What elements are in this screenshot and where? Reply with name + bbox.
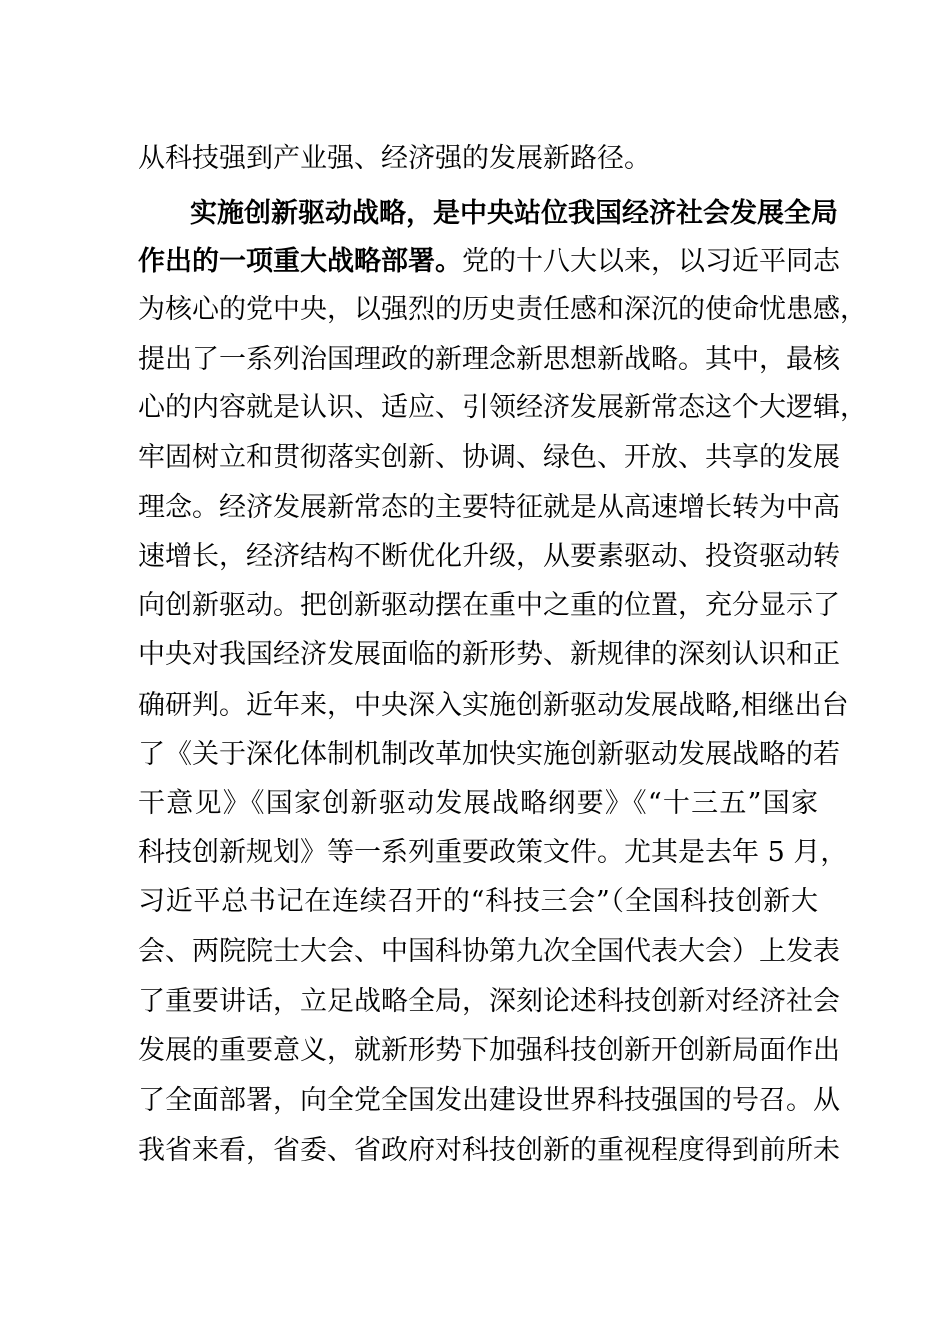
text-segment: 党的十八大以来，以习近平同志 — [462, 246, 840, 277]
text-segment: 速增长，经济结构不断优化升级，从要素驱动、投资驱动转 — [138, 541, 840, 572]
text-line-6 — [138, 386, 867, 430]
text-segment: 向创新驱动。把创新驱动摆在重中之重的位置，充分显示了 — [138, 590, 840, 621]
text-line-17 — [138, 930, 840, 974]
text-line-15 — [138, 831, 848, 875]
text-segment: 确研判。近年来，中央深入实施创新驱动发展战略,相继出台 — [138, 690, 849, 721]
text-segment: 习近平总书记在连续召开的“科技三会”（全国科技创新大 — [138, 886, 818, 917]
text-segment: 会、两院院士大会、中国科协第九次全国代表大会）上发表 — [138, 936, 840, 967]
text-segment: 干意见》《国家创新驱动发展战略纲要》《“十三五”国家 — [138, 788, 818, 819]
text-line-12 — [138, 684, 849, 728]
text-segment: 牢固树立和贯彻落实创新、协调、绿色、开放、共享的发展 — [138, 442, 840, 473]
text-line-2 — [190, 192, 838, 236]
text-line-21 — [138, 1129, 840, 1173]
text-segment: 提出了一系列治国理政的新理念新思想新战略。其中，最核 — [138, 344, 840, 375]
text-line-5 — [138, 338, 840, 382]
bold-heading-segment: 实施创新驱动战略，是中央站位我国经济社会发展全局 — [190, 198, 838, 229]
text-line-20 — [138, 1079, 840, 1123]
text-line-18 — [138, 980, 840, 1024]
text-line-11 — [138, 633, 840, 677]
text-line-14 — [138, 782, 818, 826]
text-line-9 — [138, 535, 840, 579]
text-segment: 发展的重要意义，就新形势下加强科技创新开创新局面作出 — [138, 1035, 840, 1066]
text-line-4 — [138, 288, 867, 332]
text-segment: 了《关于深化体制机制改革加快实施创新驱动发展战略的若 — [138, 739, 840, 770]
text-line-7 — [138, 436, 840, 480]
text-line-16 — [138, 880, 818, 924]
text-line-1 — [138, 137, 818, 181]
text-line-3 — [138, 240, 840, 284]
text-segment: 科技创新规划》等一系列重要政策文件。尤其是去年 5 月， — [138, 837, 848, 868]
text-segment: 了全面部署，向全党全国发出建设世界科技强国的号召。从 — [138, 1085, 840, 1116]
text-segment: 我省来看，省委、省政府对科技创新的重视程度得到前所未 — [138, 1135, 840, 1166]
text-line-10 — [138, 584, 840, 628]
text-line-19 — [138, 1029, 840, 1073]
bold-heading-segment: 作出的一项重大战略部署。 — [138, 246, 462, 277]
text-segment: 心的内容就是认识、适应、引领经济发展新常态这个大逻辑， — [138, 392, 867, 423]
text-segment: 为核心的党中央，以强烈的历史责任感和深沉的使命忧患感， — [138, 294, 867, 325]
text-segment: 中央对我国经济发展面临的新形势、新规律的深刻认识和正 — [138, 639, 840, 670]
text-line-8 — [138, 486, 840, 530]
text-segment: 从科技强到产业强、经济强的发展新路径。 — [138, 143, 651, 174]
text-segment: 了重要讲话，立足战略全局，深刻论述科技创新对经济社会 — [138, 986, 840, 1017]
text-line-13 — [138, 733, 840, 777]
text-segment: 理念。经济发展新常态的主要特征就是从高速增长转为中高 — [138, 492, 840, 523]
